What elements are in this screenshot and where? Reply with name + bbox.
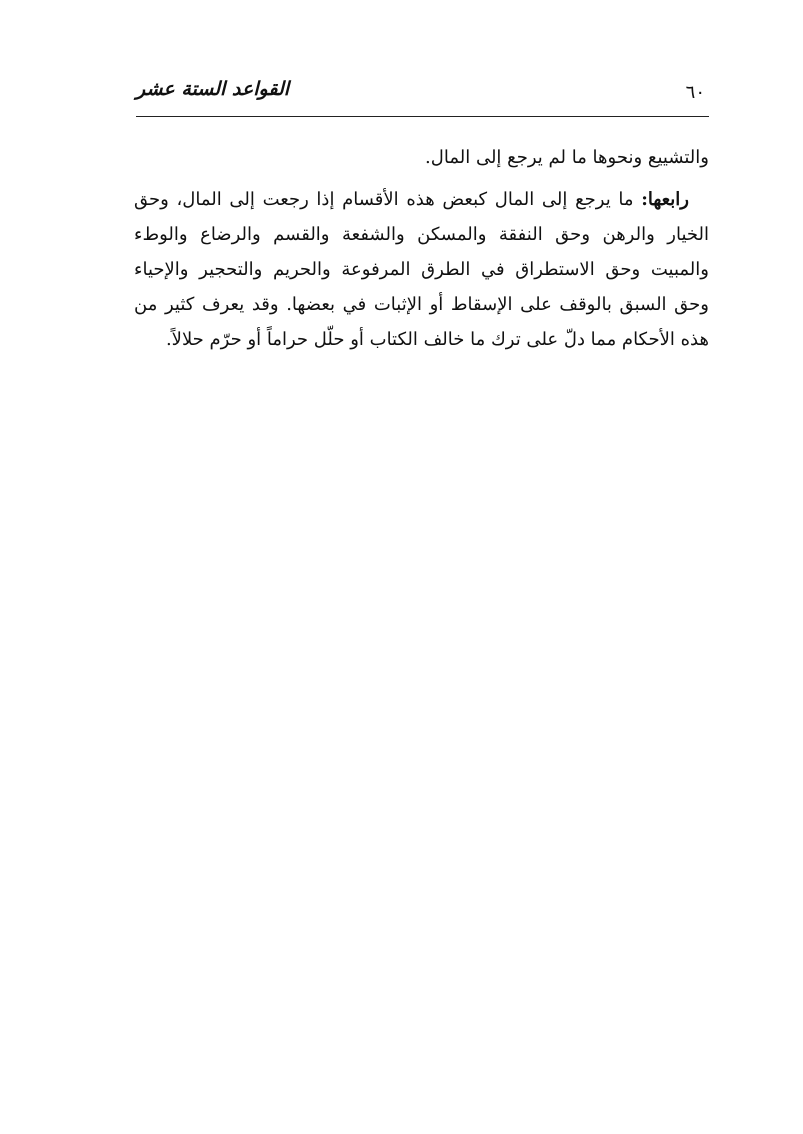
header-divider bbox=[136, 116, 709, 117]
paragraph-2 bbox=[134, 182, 709, 357]
body-text bbox=[134, 140, 709, 357]
paragraph-2-lead: رابعها: bbox=[641, 189, 689, 210]
page-header bbox=[136, 74, 709, 116]
book-title: القواعد الستة عشر bbox=[136, 78, 290, 100]
paragraph-2-text: ما يرجع إلى المال كبعض هذه الأقسام إذا رجعت إلى المال، وحق الخيار والرهن وحق النفقة والمسكن والشفعة والقسم والرضاع والوطء والمبيت وحق الاستطراق في الطرق المرفوعة والحريم والتحجير والإحياء وحق السبق بالوقف على الإسقاط أو الإثبات في بعضها. وقد يعرف كثير من هذه الأحكام مما دلّ على ترك ما خالف الكتاب أو حلّل حراماً أو حرّم حلالاً. bbox=[134, 189, 709, 350]
page-number: ٦٠ bbox=[685, 82, 705, 103]
paragraph-1: والتشييع ونحوها ما لم يرجع إلى المال. bbox=[425, 147, 709, 168]
